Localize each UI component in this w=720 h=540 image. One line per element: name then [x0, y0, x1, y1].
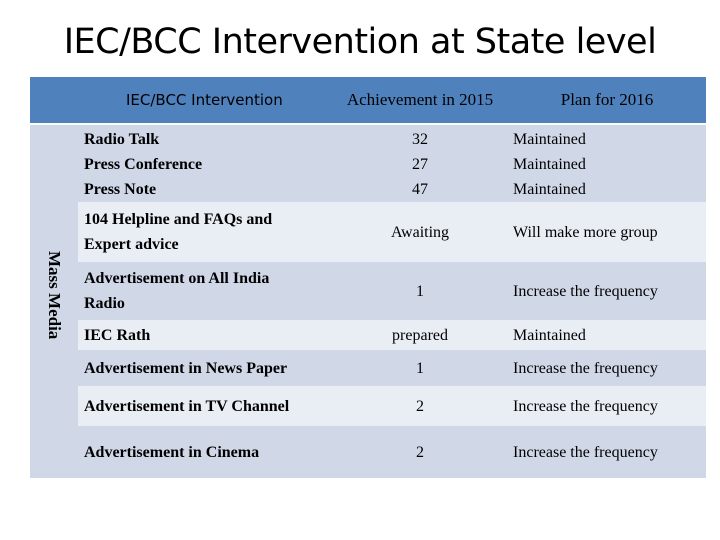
achievement-value: 1	[416, 282, 425, 300]
achievement-cell	[332, 426, 508, 478]
activity-line: Radio Talk	[84, 131, 160, 148]
plan-value: Maintained	[513, 326, 586, 344]
achievement-value: 1	[416, 359, 425, 377]
table-row	[30, 320, 706, 350]
achievement-value: 2	[416, 443, 425, 461]
activity-line: Advertisement on All India	[84, 270, 270, 287]
achievement-cell	[332, 386, 508, 426]
activity-cell	[78, 124, 332, 202]
achievement-cell	[332, 202, 508, 262]
activity-line: Advertisement in News Paper	[84, 359, 288, 377]
table-row	[30, 124, 706, 202]
plan-cell	[508, 386, 706, 426]
activity-line: Advertisement in TV Channel	[84, 397, 290, 415]
achievement-value: 47	[412, 181, 429, 198]
table-row	[30, 350, 706, 386]
achievement-value: 32	[412, 131, 429, 148]
header-plan: Plan for 2016	[508, 77, 706, 124]
intervention-table	[30, 77, 706, 478]
header-achievement: Achievement in 2015	[332, 77, 508, 124]
table-row	[30, 202, 706, 262]
activity-cell	[78, 426, 332, 478]
plan-cell	[508, 426, 706, 478]
activity-line: IEC Rath	[84, 326, 151, 344]
table-header-row	[30, 77, 706, 124]
plan-value: Maintained	[513, 181, 586, 198]
plan-cell	[508, 202, 706, 262]
activity-line: Radio	[84, 295, 125, 312]
plan-cell	[508, 262, 706, 320]
activity-line: Advertisement in Cinema	[84, 443, 260, 461]
group-cell	[30, 124, 78, 478]
activity-cell	[78, 262, 332, 320]
plan-value: Maintained	[513, 156, 586, 173]
activity-line: Press Conference	[84, 156, 203, 173]
page-title: IEC/BCC Intervention at State level	[63, 22, 657, 62]
plan-value: Increase the frequency	[513, 397, 658, 415]
table-row	[30, 426, 706, 478]
achievement-value: Awaiting	[390, 223, 450, 241]
plan-cell	[508, 124, 706, 202]
plan-value: Will make more group	[513, 223, 658, 241]
activity-line: 104 Helpline and FAQs and	[84, 211, 273, 228]
activity-cell	[78, 350, 332, 386]
activity-cell	[78, 320, 332, 350]
achievement-cell	[332, 124, 508, 202]
table-row	[30, 262, 706, 320]
plan-value: Maintained	[513, 131, 586, 148]
group-label: Mass Media	[45, 250, 64, 340]
achievement-cell	[332, 320, 508, 350]
activity-line: Press Note	[84, 181, 157, 198]
activity-cell	[78, 202, 332, 262]
achievement-value: prepared	[392, 326, 448, 344]
achievement-cell	[332, 262, 508, 320]
plan-value: Increase the frequency	[513, 443, 658, 461]
header-intervention: IEC/BCC Intervention	[30, 77, 332, 124]
activity-cell	[78, 386, 332, 426]
plan-cell	[508, 320, 706, 350]
achievement-value: 27	[412, 156, 429, 173]
plan-value: Increase the frequency	[513, 282, 658, 300]
plan-value: Increase the frequency	[513, 359, 658, 377]
activity-line: Expert advice	[84, 236, 179, 253]
table-row	[30, 386, 706, 426]
achievement-cell	[332, 350, 508, 386]
plan-cell	[508, 350, 706, 386]
achievement-value: 2	[416, 397, 425, 415]
